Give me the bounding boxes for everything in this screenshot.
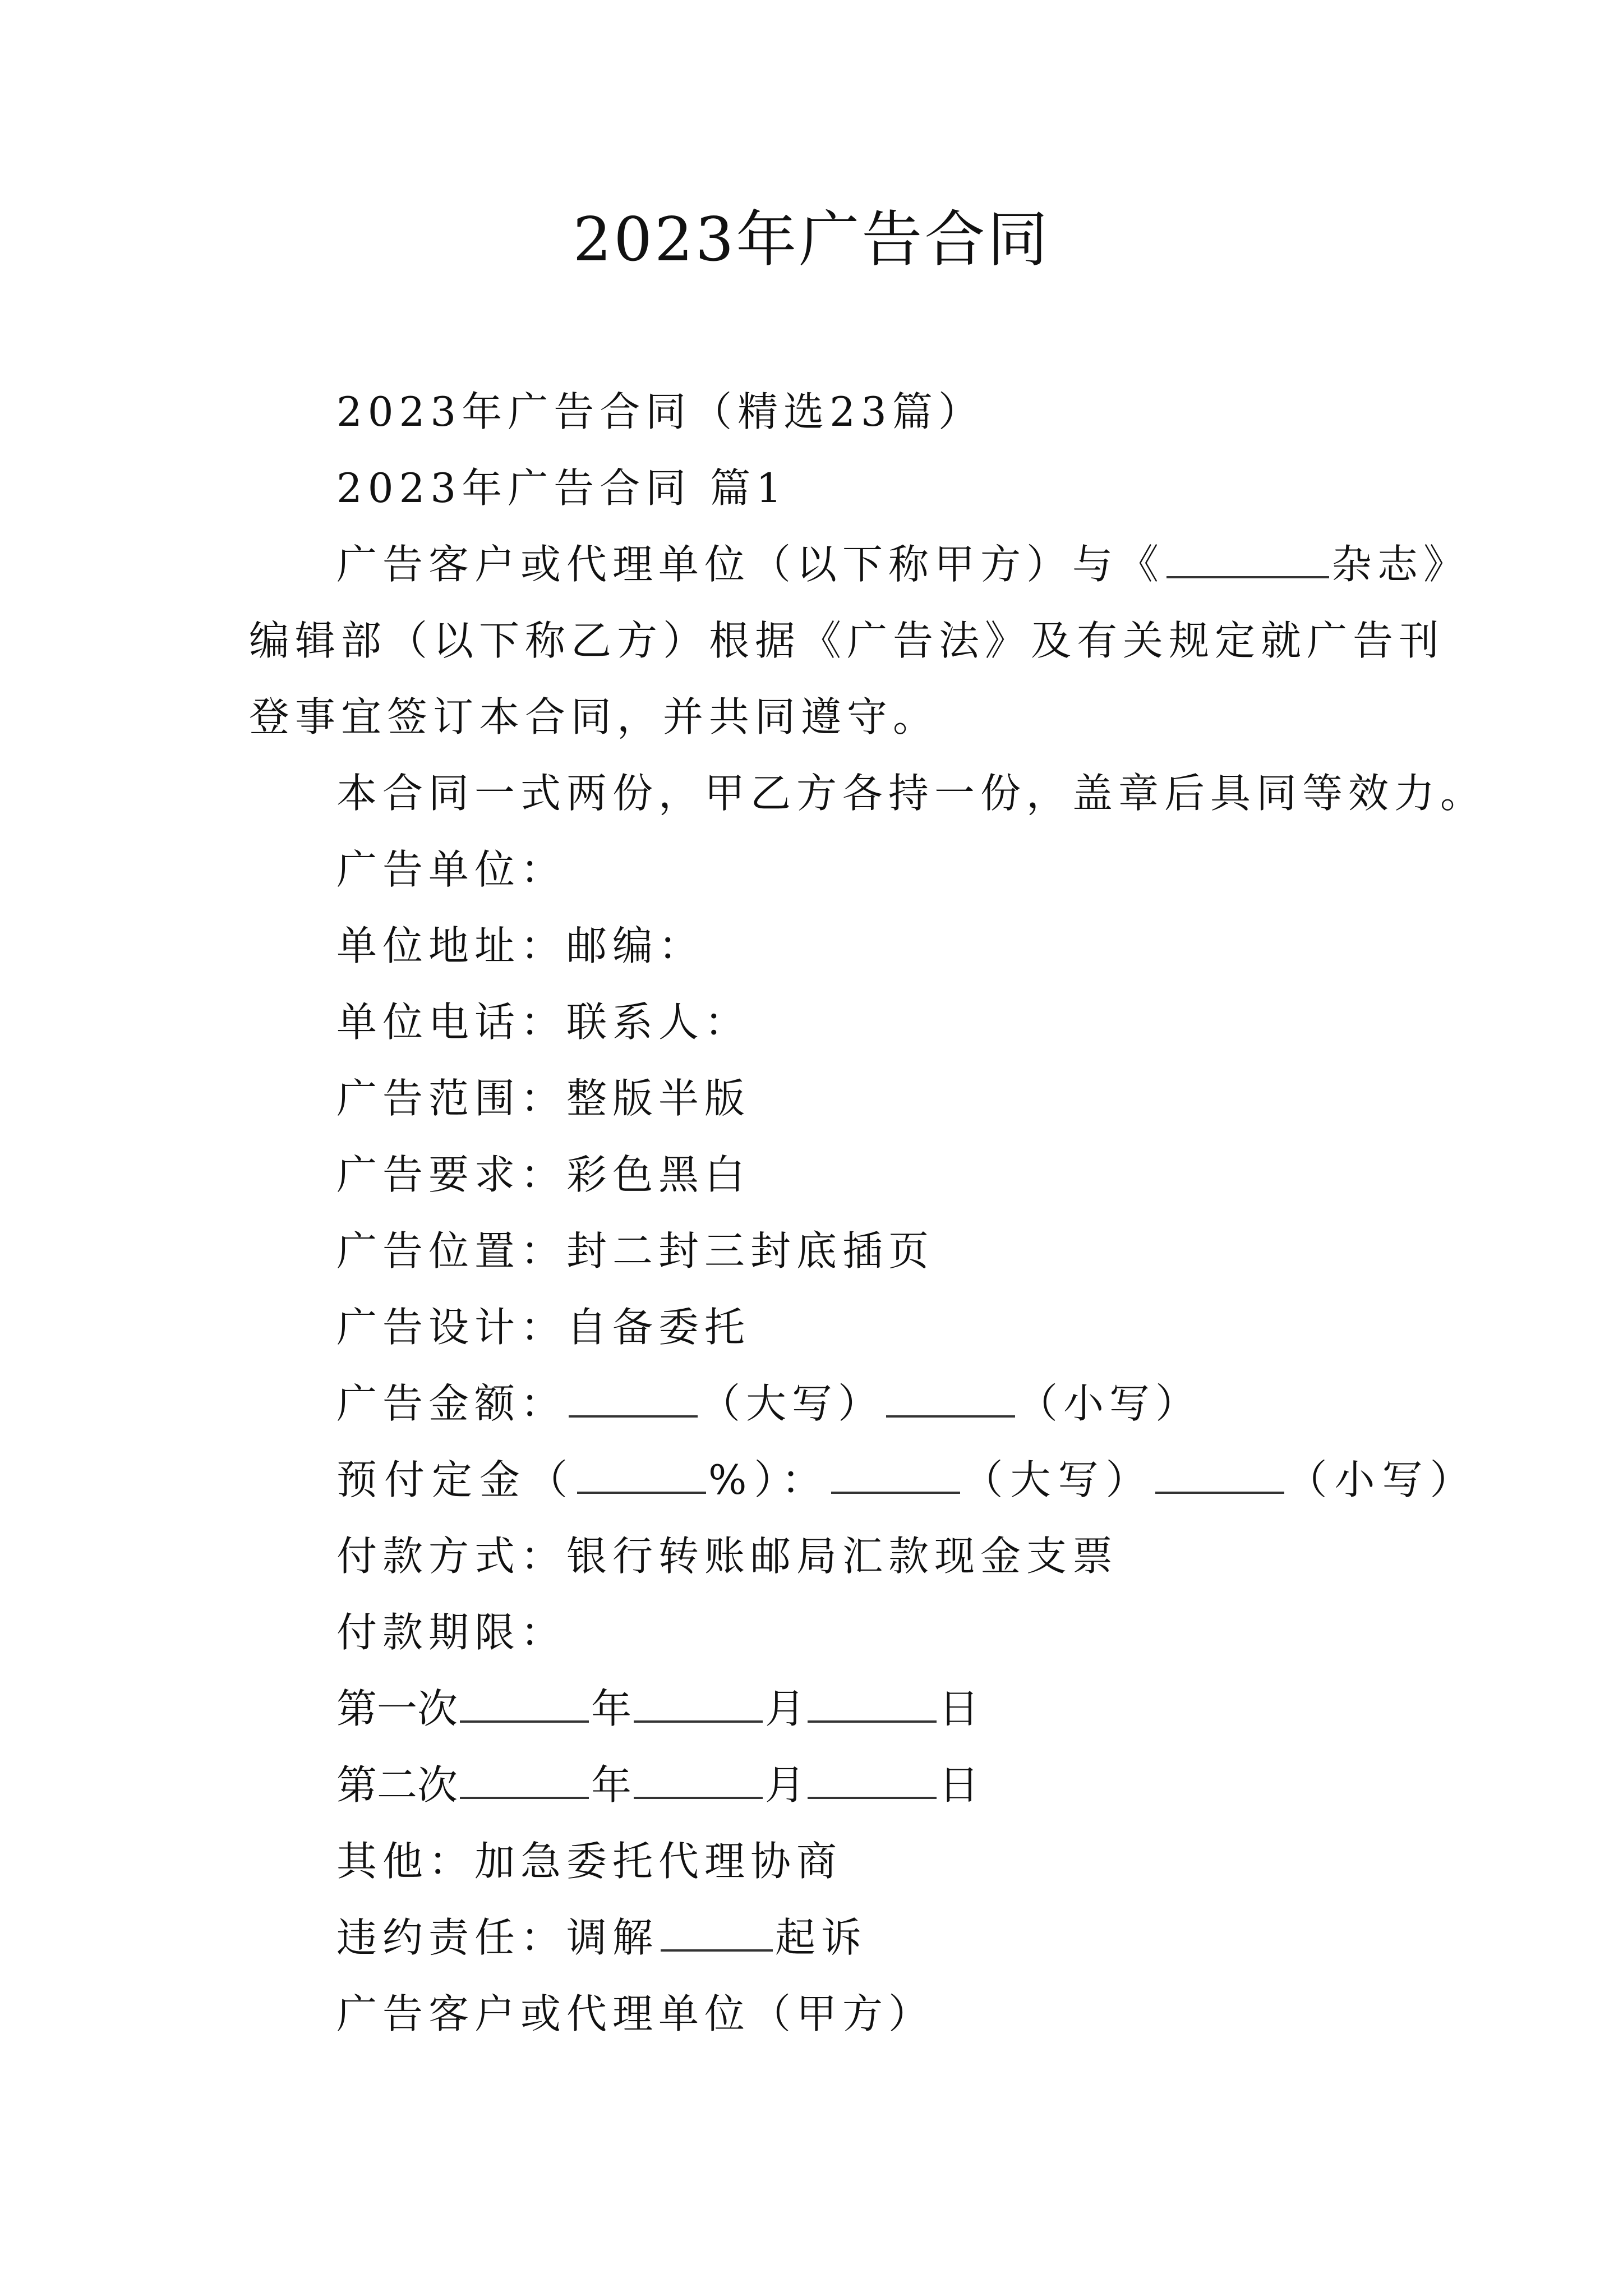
first-label: 第一次 bbox=[336, 1685, 458, 1732]
deposit-upper-blank bbox=[831, 1455, 960, 1494]
document-title: 2023年广告合同 bbox=[573, 205, 1050, 275]
field-position: 广告位置：封二封三封底插页 bbox=[336, 1227, 935, 1274]
field-first-payment bbox=[336, 1681, 979, 1737]
deposit-upper-label: （大写） bbox=[962, 1456, 1154, 1503]
amount-lower-blank bbox=[886, 1378, 1015, 1418]
intro-line-3: 登事宜签订本合同，并共同遵守。 bbox=[249, 693, 939, 740]
intro-text-b: 杂志》 bbox=[1331, 541, 1470, 588]
field-pay-term: 付款期限： bbox=[336, 1609, 567, 1656]
field-other: 其他：加急委托代理协商 bbox=[336, 1838, 843, 1885]
field-address: 单位地址：邮编： bbox=[336, 922, 705, 969]
field-unit: 广告单位： bbox=[336, 846, 567, 893]
amount-label: 广告金额： bbox=[336, 1380, 567, 1427]
deposit-lower-blank bbox=[1155, 1455, 1284, 1494]
copies-clause: 本合同一式两份，甲乙方各持一份，盖章后具同等效力。 bbox=[336, 770, 1487, 817]
field-scope: 广告范围：整版半版 bbox=[336, 1075, 751, 1122]
field-amount bbox=[336, 1375, 1201, 1432]
second-label: 第二次 bbox=[336, 1761, 458, 1809]
field-breach bbox=[336, 1910, 867, 1966]
deposit-label-b: %）： bbox=[708, 1456, 829, 1503]
second-month-blank bbox=[634, 1760, 763, 1799]
document-heading: 2023年广告合同（精选23篇） bbox=[336, 388, 984, 435]
breach-label-a: 违约责任：调解 bbox=[336, 1914, 659, 1961]
first-month-blank bbox=[634, 1683, 763, 1723]
party-a-label: 广告客户或代理单位（甲方） bbox=[336, 1990, 935, 2037]
first-year-label: 年 bbox=[591, 1685, 632, 1732]
second-month-label: 月 bbox=[765, 1761, 806, 1809]
field-second-payment bbox=[336, 1757, 979, 1813]
field-pay-method: 付款方式：银行转账邮局汇款现金支票 bbox=[336, 1533, 1119, 1580]
intro-line-2: 编辑部（以下称乙方）根据《广告法》及有关规定就广告刊 bbox=[249, 617, 1445, 664]
first-day-label: 日 bbox=[939, 1685, 980, 1732]
first-day-blank bbox=[808, 1683, 937, 1723]
section-heading: 2023年广告合同 篇1 bbox=[336, 464, 787, 512]
amount-upper-label: （大写） bbox=[700, 1380, 884, 1427]
magazine-name-blank bbox=[1166, 539, 1329, 578]
amount-lower-label: （小写） bbox=[1017, 1380, 1202, 1427]
first-year-blank bbox=[460, 1683, 589, 1723]
field-design: 广告设计：自备委托 bbox=[336, 1304, 751, 1351]
breach-label-b: 起诉 bbox=[775, 1914, 868, 1961]
second-day-blank bbox=[808, 1760, 937, 1799]
second-year-blank bbox=[460, 1760, 589, 1799]
deposit-label-a: 预付定金（ bbox=[336, 1456, 575, 1503]
field-requirement: 广告要求：彩色黑白 bbox=[336, 1151, 751, 1198]
second-year-label: 年 bbox=[591, 1761, 632, 1809]
intro-text-a: 广告客户或代理单位（以下称甲方）与《 bbox=[336, 541, 1165, 588]
first-month-label: 月 bbox=[765, 1685, 806, 1732]
intro-line-1 bbox=[336, 536, 1469, 592]
deposit-lower-label: （小写） bbox=[1287, 1456, 1478, 1503]
deposit-percent-blank bbox=[577, 1455, 706, 1494]
field-deposit bbox=[336, 1452, 1477, 1508]
field-phone: 单位电话：联系人： bbox=[336, 999, 751, 1046]
second-day-label: 日 bbox=[939, 1761, 980, 1809]
breach-blank bbox=[661, 1912, 773, 1952]
amount-upper-blank bbox=[569, 1378, 698, 1418]
